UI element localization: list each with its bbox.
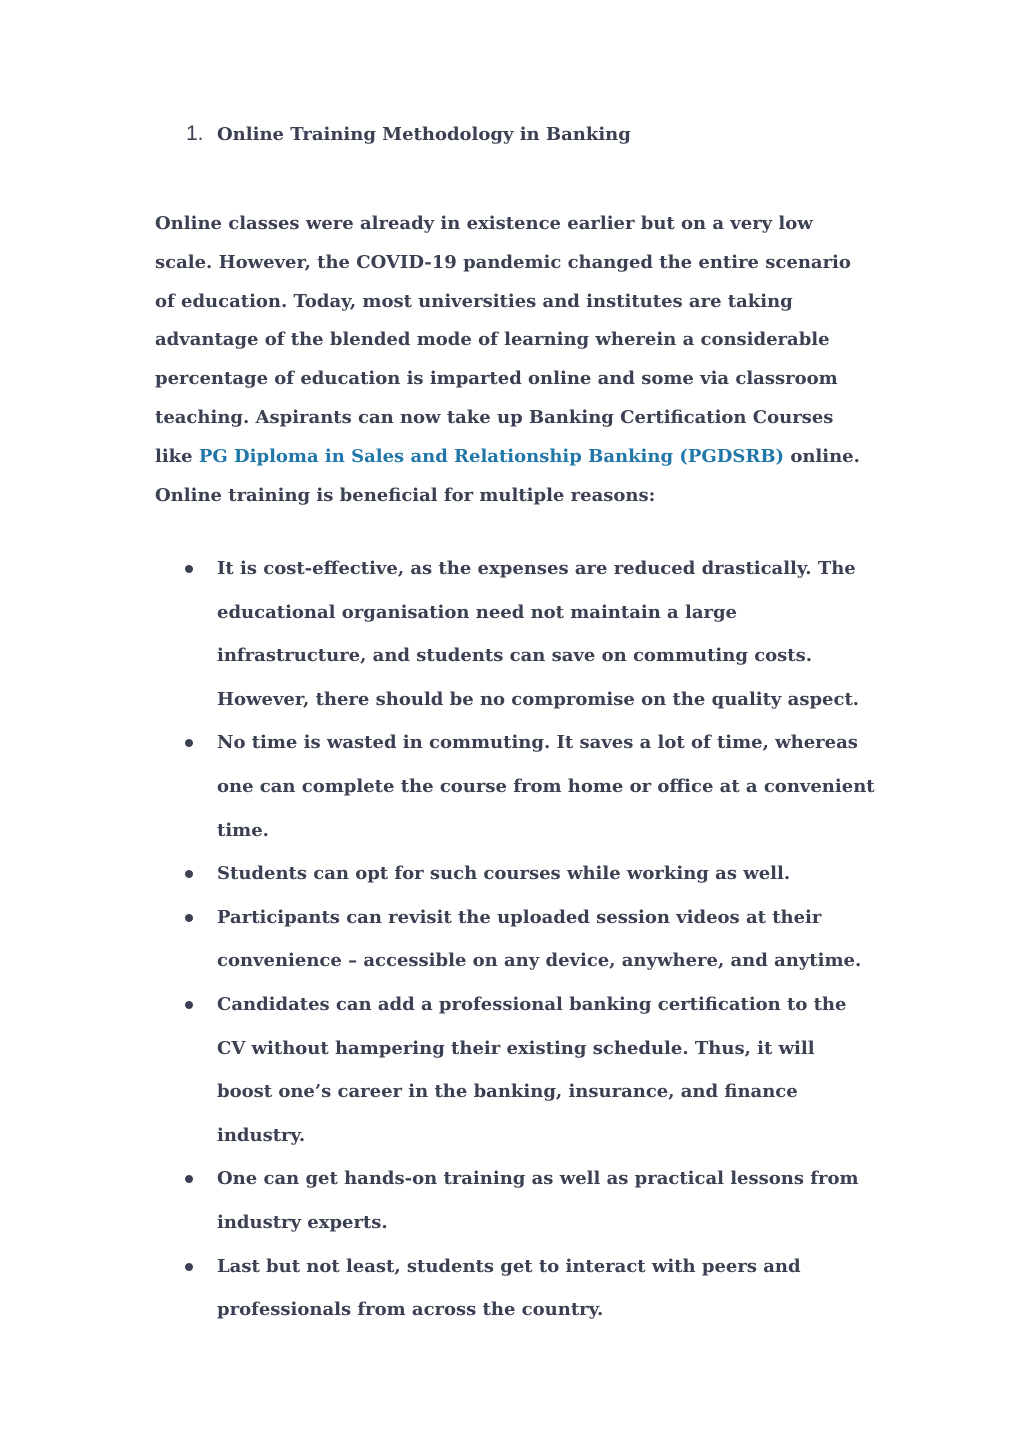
list-item-text: Candidates can add a professional banking certification to the CV without hampering their existing schedule. Thus, it will boost one’s career in the banking, insurance, and finance industry. <box>217 993 847 1146</box>
bullet-icon <box>185 565 193 573</box>
list-item-text: Last but not least, students get to interact with peers and professionals from across the country. <box>217 1255 801 1321</box>
bullet-icon <box>185 1263 193 1271</box>
list-item <box>185 547 875 721</box>
heading-number: 1. <box>186 122 204 145</box>
list-item-text: One can get hands-on training as well as practical lessons from industry experts. <box>217 1168 859 1233</box>
bullet-icon <box>185 739 193 747</box>
pgdsrb-course-link[interactable]: PG Diploma in Sales and Relationship Banking (PGDSRB) <box>198 445 785 467</box>
list-item <box>185 1157 875 1244</box>
intro-text-before-link: Online classes were already in existence earlier but on a very low scale. However, the COVID-19 pandemic changed the entire scenario of education. Today, most universities and institutes are taking advantage of the blended mode of learning wherein a considerable percentage of education is imparted online and some via classroom teaching. Aspirants can now take up Banking Certification Courses like <box>155 213 851 467</box>
list-item-text: No time is wasted in commuting. It saves a lot of time, whereas one can complete the course from home or office at a convenient time. <box>217 732 875 841</box>
heading-title: Online Training Methodology in Banking <box>217 124 631 145</box>
list-item <box>185 983 875 1157</box>
intro-paragraph <box>155 205 875 515</box>
list-item-text: It is cost-effective, as the expenses are reduced drastically. The educational organisation need not maintain a large infrastructure, and students can save on commuting costs. However, there should be no compromise on the quality aspect. <box>217 558 860 710</box>
list-item-text: Participants can revisit the uploaded session videos at their convenience – accessible on any device, anywhere, and anytime. <box>217 906 862 972</box>
list-item <box>185 896 875 983</box>
bullet-icon <box>185 870 193 878</box>
list-item <box>185 852 875 896</box>
section-heading <box>186 122 631 146</box>
list-item <box>185 1245 875 1332</box>
list-item <box>185 721 875 852</box>
benefits-list <box>185 547 875 1332</box>
list-item-text: Students can opt for such courses while working as well. <box>217 863 791 885</box>
intro-text-after-link: online. Online training is beneficial for multiple reasons: <box>155 445 860 506</box>
bullet-icon <box>185 914 193 922</box>
bullet-icon <box>185 1175 193 1183</box>
bullet-icon <box>185 1001 193 1009</box>
